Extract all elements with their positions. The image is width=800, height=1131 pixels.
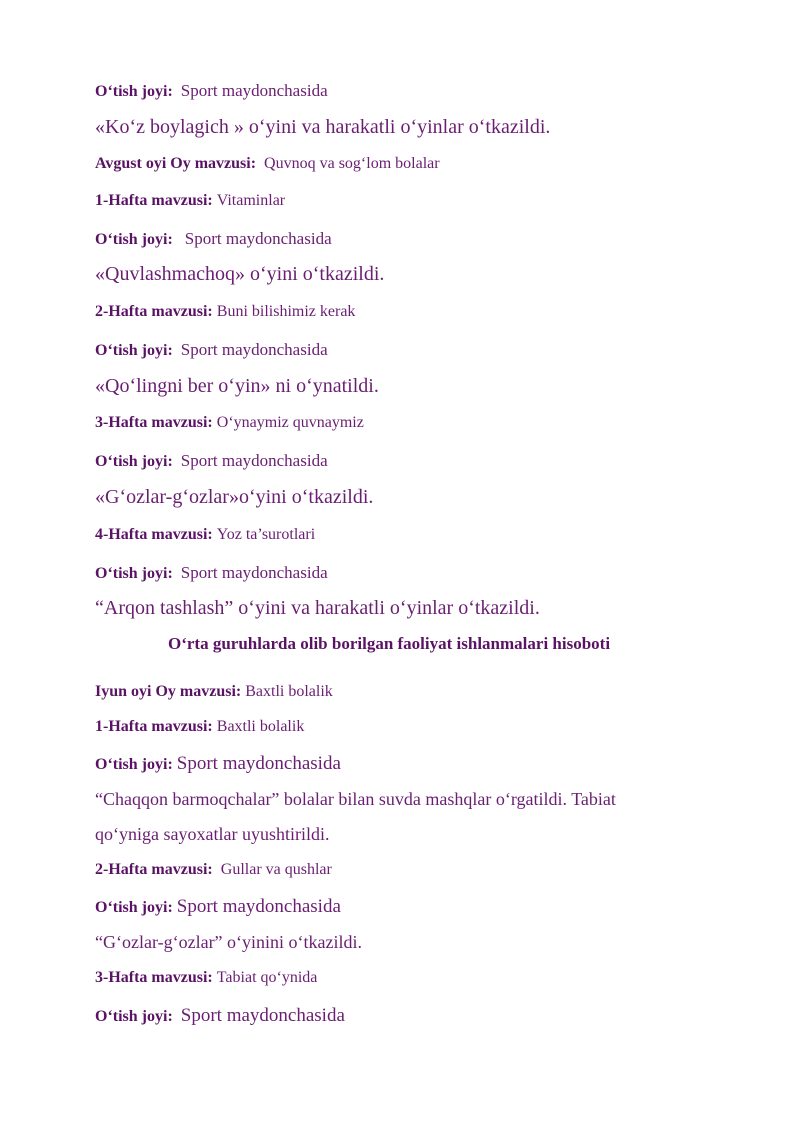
location-line: [95, 1006, 345, 1025]
week-theme-value: Buni bilishimiz kerak: [216, 303, 356, 320]
location-value: Sport maydonchasida: [180, 1005, 345, 1026]
activity-line: “Arqon tashlash” o‘yini va harakatli o‘yinlar o‘tkazildi.: [95, 597, 540, 619]
week-theme-line: [95, 415, 364, 431]
location-value: Sport maydonchasida: [176, 896, 341, 917]
activity-line: «G‘ozlar-g‘ozlar»o‘yini o‘tkazildi.: [95, 486, 374, 508]
week-theme-label: 2-Hafta mavzusi:: [95, 303, 213, 320]
week-theme-value: Baxtli bolalik: [216, 718, 305, 735]
month-theme-line: [95, 684, 333, 700]
week-theme-label: 4-Hafta mavzusi:: [95, 526, 213, 543]
location-label: O‘tish joyi:: [95, 899, 173, 916]
location-line: [95, 230, 332, 248]
location-value: Sport maydonchasida: [184, 229, 332, 248]
location-value: Sport maydonchasida: [180, 563, 328, 582]
activity-line: “G‘ozlar-g‘ozlar” o‘yinini o‘tkazildi.: [95, 932, 363, 952]
location-line: [95, 897, 341, 916]
location-line: [95, 82, 328, 100]
week-theme-value: Yoz ta’surotlari: [216, 526, 316, 543]
week-theme-label: 3-Hafta mavzusi:: [95, 969, 213, 986]
week-theme-value: Vitaminlar: [216, 192, 286, 209]
location-line: [95, 452, 328, 470]
month-theme-line: [95, 156, 440, 172]
location-value: Sport maydonchasida: [176, 753, 341, 774]
location-label: O‘tish joyi:: [95, 565, 173, 582]
section-title: O‘rta guruhlarda olib borilgan faoliyat ishlanmalari hisoboti: [168, 634, 611, 653]
week-theme-label: 1-Hafta mavzusi:: [95, 192, 213, 209]
week-theme-line: [95, 304, 355, 320]
location-line: [95, 754, 341, 773]
week-theme-label: 1-Hafta mavzusi:: [95, 718, 213, 735]
activity-line: “Chaqqon barmoqchalar” bolalar bilan suvda mashqlar o‘rgatildi. Tabiat: [95, 789, 616, 809]
week-theme-line: [95, 719, 304, 735]
activity-line: «Qo‘lingni ber o‘yin» ni o‘ynatildi.: [95, 375, 379, 397]
location-value: Sport maydonchasida: [180, 340, 328, 359]
activity-line: «Quvlashmachoq» o‘yini o‘tkazildi.: [95, 263, 385, 285]
location-line: [95, 564, 328, 582]
location-label: O‘tish joyi:: [95, 83, 173, 100]
activity-line: «Ko‘z boylagich » o‘yini va harakatli o‘yinlar o‘tkazildi.: [95, 116, 551, 138]
location-label: O‘tish joyi:: [95, 756, 173, 773]
month-theme-value: Quvnoq va sog‘lom bolalar: [264, 155, 440, 172]
month-theme-label: Avgust oyi Oy mavzusi:: [95, 155, 257, 172]
location-label: O‘tish joyi:: [95, 1008, 173, 1025]
week-theme-label: 2-Hafta mavzusi:: [95, 861, 213, 878]
week-theme-value: O‘ynaymiz quvnaymiz: [216, 414, 364, 431]
location-label: O‘tish joyi:: [95, 231, 173, 248]
week-theme-line: [95, 193, 285, 209]
week-theme-label: 3-Hafta mavzusi:: [95, 414, 213, 431]
activity-line: qo‘yniga sayoxatlar uyushtirildi.: [95, 824, 330, 844]
week-theme-value: Tabiat qo‘ynida: [216, 969, 318, 986]
week-theme-line: [95, 862, 332, 878]
week-theme-line: [95, 527, 315, 543]
location-label: O‘tish joyi:: [95, 453, 173, 470]
month-theme-label: Iyun oyi Oy mavzusi:: [95, 683, 242, 700]
week-theme-line: [95, 970, 317, 986]
week-theme-value: Gullar va qushlar: [220, 861, 332, 878]
month-theme-value: Baxtli bolalik: [245, 683, 333, 700]
location-line: [95, 341, 328, 359]
location-value: Sport maydonchasida: [180, 81, 328, 100]
location-value: Sport maydonchasida: [180, 451, 328, 470]
location-label: O‘tish joyi:: [95, 342, 173, 359]
